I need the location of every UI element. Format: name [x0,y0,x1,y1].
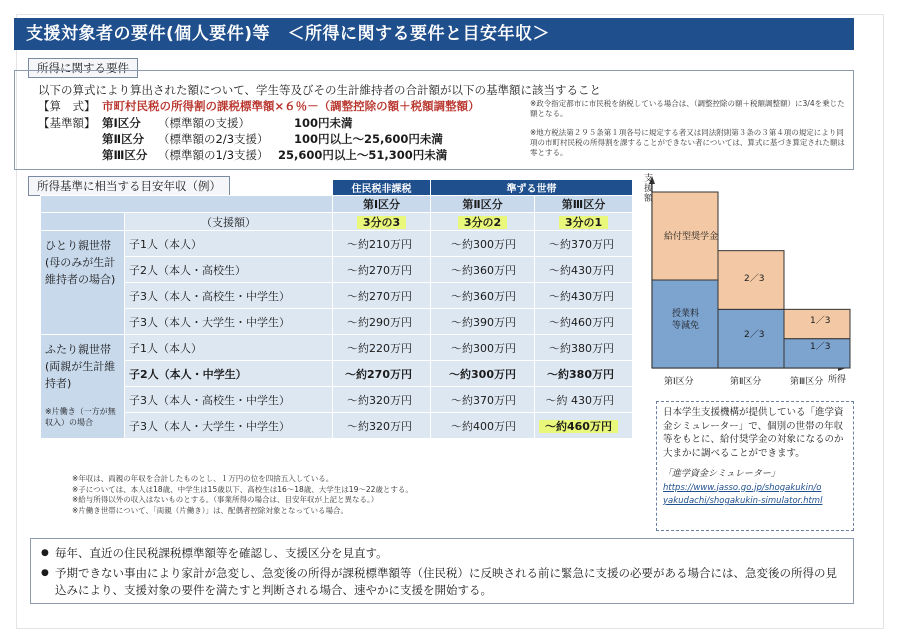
income-table [40,179,633,439]
base-1-name: 第Ⅰ区分 [102,116,141,130]
chart-frac-2-3-bottom: 2／3 [744,330,765,340]
row-label: 子2人（本人・中学生） [125,361,333,387]
simulator-box [656,401,854,531]
chart-x-label: 所得 [828,375,847,385]
formula-label: 【算 式】 [38,99,96,113]
row-label: 子1人（本人） [125,335,333,361]
row-value: ～約270万円 [333,361,431,387]
table-row [41,283,633,309]
row-label: 子3人（本人・高校生・中学生） [125,283,333,309]
simulator-name: 「進学資金シミュレーター」 [663,469,780,479]
row-value: ～約270万円 [333,257,431,283]
simulator-text: 日本学生支援機構が提供している「進学資金シミュレーター」で、個別の世帯の年収等をもとに、給付奨学金の対象になるのか大まかに調べることができます。 [663,407,844,459]
row-value: ～約390万円 [431,309,535,335]
chart-x-tick-1: 第Ⅰ区分 [664,377,694,387]
header-blank [41,196,333,213]
support-3: 3分の1 [559,216,608,229]
support-left-blank [41,213,125,231]
base-1-desc: （標準額の支援） [158,116,250,130]
row-value: ～約320万円 [333,387,431,413]
table-row [41,361,633,387]
support-2: 3分の2 [458,216,507,229]
table-footnotes [72,474,413,516]
row-label: 子1人（本人） [125,231,333,257]
group-single-parent-label: ひとり親世帯(母のみが生計維持者の場合) [45,239,116,286]
footnote: ※片働き世帯について、「両親（片働き）」は、配偶者控除対象となっている場合。 [72,505,348,515]
header-nontax: 住民税非課税 [333,180,431,196]
table-row [41,231,633,257]
row-label: 子3人（本人・大学生・中学生） [125,413,333,439]
support-1: 3分の3 [357,216,406,229]
row-value: ～約370万円 [431,387,535,413]
chart-x-tick-3: 第Ⅲ区分 [790,377,824,387]
table-row [41,335,633,361]
table-row [41,257,633,283]
chart-frac-2-3-top: 2／3 [744,274,765,284]
base-2-name: 第Ⅱ区分 [102,132,145,146]
base-1-amount: 100円未満 [294,116,353,130]
row-value: ～約400万円 [431,413,535,439]
group-two-parent-note: ※片働き（一方が無収入）の場合 [45,407,116,427]
chart-y-label: 支援額 [644,174,654,204]
income-estimate-label: 所得基準に相当する目安年収（例） [28,176,230,196]
base-note: ※地方税法第２９５条第１項各号に規定する者又は同法附則第３条の３第４項の規定により同項の市町村民税の所得割を課することができない者については、算式に基づき算定された額は零とする。 [530,128,845,157]
row-value: ～約370万円 [535,231,633,257]
row-value: ～約220万円 [333,335,431,361]
footnote: ※年収は、両親の年収を合計したものとし、１万円の位を四捨五入している。 [72,474,334,483]
income-intro: 以下の算式により算出された額について、学生等及びその生計維持者の合計額が以下の基準額に該当すること [38,83,602,97]
table-row [41,309,633,335]
row-label: 子2人（本人・高校生） [125,257,333,283]
row-value: ～約380万円 [535,335,633,361]
group-two-parent [41,335,125,439]
support-label: （支援額） [125,213,333,231]
table-row [41,413,633,439]
table-row [41,387,633,413]
base-3-amount: 25,600円以上～51,300円未満 [278,148,448,162]
row-value: ～約430万円 [535,283,633,309]
row-value: ～約210万円 [333,231,431,257]
chart-bottom-block-label: 授業料等減免 [672,309,700,331]
base-label: 【基準額】 [38,116,96,130]
base-2-desc: （標準額の2/3支援） [158,132,269,146]
col-head-1: 第Ⅰ区分 [333,196,431,213]
col-head-2: 第Ⅱ区分 [431,196,535,213]
row-label: 子3人（本人・高校生・中学生） [125,387,333,413]
row-value: ～約360万円 [431,283,535,309]
chart-frac-1-3-top: 1／3 [810,316,831,326]
row-value: ～約380万円 [535,361,633,387]
row-value: ～約360万円 [431,257,535,283]
group-two-parent-label: ふたり親世帯(両親が生計維持者) [45,343,116,390]
footnote: ※給与所得以外の収入はないものとする。（事業所得の場合は、目安年収が上記と異なる。） [72,495,379,504]
row-value: ～約300万円 [431,335,535,361]
chart-x-tick-2: 第Ⅱ区分 [730,377,762,387]
row-value: ～約300万円 [431,361,535,387]
row-value: ～約 430万円 [535,387,633,413]
row-value: ～約290万円 [333,309,431,335]
formula-note: ※政令指定都市に市民税を納税している場合は、（調整控除の額＋税額調整額）に3/4を乗じた額となる。 [530,99,845,118]
row-value: ～約320万円 [333,413,431,439]
bottom-notes-box [30,538,854,604]
row-value: ～約460万円 [535,309,633,335]
row-value: ～約300万円 [431,231,535,257]
simulator-link-line2[interactable]: yakudachi/shogakukin-simulator.html [663,496,823,506]
col-head-3: 第Ⅲ区分 [535,196,633,213]
header-equivalent: 準ずる世帯 [431,180,633,196]
page-title: 支援対象者の要件(個人要件)等 ＜所得に関する要件と目安年収＞ [14,18,854,50]
base-3-name: 第Ⅲ区分 [102,148,148,162]
row-value: ～約270万円 [333,283,431,309]
chart-frac-1-3-bottom: 1／3 [810,342,831,352]
simulator-link-line1[interactable]: https://www.jasso.go.jp/shogakukin/o [663,482,822,493]
row-value-highlight: ～約460万円 [539,420,618,433]
chart-top-block-label: 給付型奨学金 [664,232,719,242]
row-label: 子3人（本人・大学生・中学生） [125,309,333,335]
bottom-bullet-2: ● 予期できない事由により家計が急変し、急変後の所得が課税標準額等（住民税）に反映される前に緊急に支援の必要がある場合には、急変後の所得の見込みにより、支援対象の要件を満たすと判断される場合、速やかに支援を開始する。 [41,565,843,599]
income-requirement-label: 所得に関する要件 [28,58,138,78]
bottom-bullet-1: ● 毎年、直近の住民税課税標準額等を確認し、支援区分を見直す。 [41,545,843,562]
formula-text: 市町村民税の所得割の課税標準額×６％－（調整控除の額＋税額調整額） [102,99,480,113]
row-value: ～約430万円 [535,257,633,283]
group-single-parent [41,231,125,335]
base-2-amount: 100円以上～25,600円未満 [294,132,443,146]
base-3-desc: （標準額の1/3支援） [158,148,269,162]
footnote: ※子については、本人は18歳、中学生は15歳以下、高校生は16～18歳、大学生は19～22歳とする。 [72,484,413,494]
